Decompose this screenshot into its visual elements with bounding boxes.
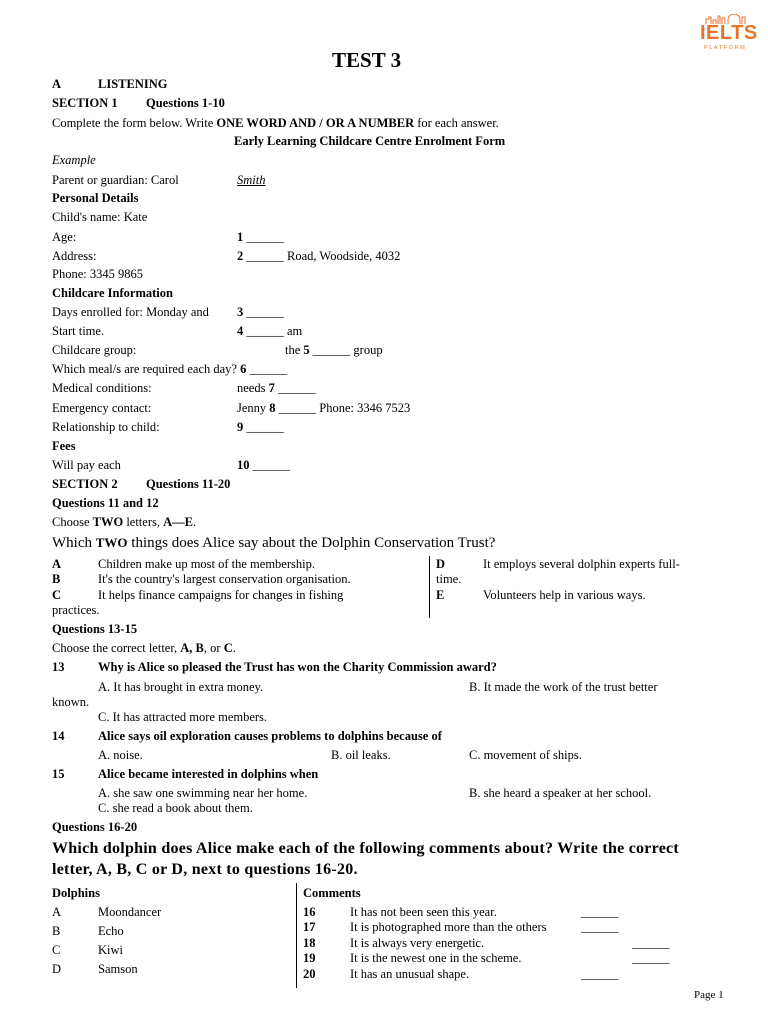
q13-option-b2: known. xyxy=(52,695,90,709)
choose-pre: Choose xyxy=(52,515,93,529)
q11-12-heading: Questions 11 and 12 xyxy=(52,496,159,510)
q3-num: 3 xyxy=(237,305,244,319)
q14-text: Alice says oil exploration causes problems to dolphins because of xyxy=(98,729,442,743)
q7-answer xyxy=(237,381,315,396)
option-d-text2: time. xyxy=(436,572,462,586)
comment-17-text: It is photographed more than the others xyxy=(350,920,547,934)
medical-pre: needs xyxy=(237,381,269,395)
page-number: Page 1 xyxy=(694,989,724,1001)
dolphin-d-name: Samson xyxy=(98,962,138,976)
q15-option-c: C. she read a book about them. xyxy=(98,801,253,815)
q10-blank: ______ xyxy=(252,458,291,472)
medical-label: Medical conditions: xyxy=(52,381,152,395)
q8-num: 8 xyxy=(269,401,276,415)
comment-18-text: It is always very energetic. xyxy=(350,936,485,950)
emergency-label: Emergency contact: xyxy=(52,401,152,415)
q13-num: 13 xyxy=(52,660,65,674)
choose-mid: letters, xyxy=(123,515,164,529)
parent-label: Parent or guardian: Carol xyxy=(52,173,179,187)
q2-num: 2 xyxy=(237,249,244,263)
option-a-text: Children make up most of the membership. xyxy=(98,557,315,571)
option-d-text: It employs several dolphin experts full- xyxy=(483,557,680,571)
option-d-letter: D xyxy=(436,557,446,571)
which-post: things does Alice say about the Dolphin Conservation Trust? xyxy=(127,535,496,551)
q4-num: 4 xyxy=(237,324,244,338)
logo-sub: PLATFORM xyxy=(704,45,747,51)
which-dolphin-line1: Which dolphin does Alice make each of the following comments about? Write the correct xyxy=(52,840,679,857)
q8-blank: ______ xyxy=(278,401,317,415)
option-e-letter: E xyxy=(436,588,445,602)
q10-answer xyxy=(237,458,290,473)
days-label: Days enrolled for: Monday and xyxy=(52,305,209,319)
comment-19-blank: ______ xyxy=(632,951,670,965)
q15-option-a: A. she saw one swimming near her home. xyxy=(98,786,308,800)
which-dolphin-line2: letter, A, B, C or D, next to questions 16-20. xyxy=(52,861,358,878)
q3-answer xyxy=(237,305,284,320)
instr-bold: ONE WORD AND / OR A NUMBER xyxy=(216,116,415,130)
comment-19-text: It is the newest one in the scheme. xyxy=(350,951,522,965)
dolphin-a-letter: A xyxy=(52,905,62,919)
page-title: TEST 3 xyxy=(332,48,402,72)
meals-row xyxy=(52,362,287,377)
dolphin-b-name: Echo xyxy=(98,924,124,938)
choose-two xyxy=(52,515,196,530)
example-label: Example xyxy=(52,153,96,167)
dolphin-c-letter: C xyxy=(52,943,61,957)
q14-option-a: A. noise. xyxy=(98,748,143,762)
q1-blank: ______ xyxy=(246,230,284,244)
q14-option-c: C. movement of ships. xyxy=(469,748,582,762)
address-label: Address: xyxy=(52,249,97,263)
dolphins-heading: Dolphins xyxy=(52,886,100,900)
dolphin-d-letter: D xyxy=(52,962,62,976)
dolphins-divider xyxy=(296,883,297,988)
option-c-letter: C xyxy=(52,588,62,602)
childs-name: Child's name: Kate xyxy=(52,210,148,224)
options-divider xyxy=(429,556,430,618)
parent-value: Smith xyxy=(237,173,266,187)
option-b-text: It's the country's largest conservation organisation. xyxy=(98,572,351,586)
comment-16-text: It has not been seen this year. xyxy=(350,905,497,919)
choose2-mid: , or xyxy=(203,641,224,655)
q13-option-a: A. It has brought in extra money. xyxy=(98,680,264,694)
choose2-pre: Choose the correct letter, xyxy=(52,641,181,655)
comment-16-blank: ______ xyxy=(581,905,619,919)
section2-questions: Questions 11-20 xyxy=(146,477,231,491)
which-bold: TWO xyxy=(95,535,128,550)
q5-num: 5 xyxy=(303,343,310,357)
choose-letters: A—E xyxy=(163,515,193,529)
q10-num: 10 xyxy=(237,458,250,472)
q13-15-heading: Questions 13-15 xyxy=(52,622,138,636)
start-post: am xyxy=(283,324,303,338)
address-post: Road, Woodside, 4032 xyxy=(283,249,401,263)
part-name: LISTENING xyxy=(98,77,168,91)
q4-blank: ______ xyxy=(246,324,284,338)
q1-num: 1 xyxy=(237,230,244,244)
q3-blank: ______ xyxy=(246,305,284,319)
q9-num: 9 xyxy=(237,420,244,434)
comment-18-blank: ______ xyxy=(632,936,670,950)
q7-blank: ______ xyxy=(277,381,316,395)
group-label: Childcare group: xyxy=(52,343,137,357)
dolphin-a-name: Moondancer xyxy=(98,905,162,919)
q15-num: 15 xyxy=(52,767,65,781)
comment-16-num: 16 xyxy=(303,905,316,919)
comment-20-num: 20 xyxy=(303,967,316,981)
logo-brand: IELTS xyxy=(700,22,758,44)
childcare-heading: Childcare Information xyxy=(52,286,173,300)
q2-answer xyxy=(237,249,400,264)
q13-option-b: B. It made the work of the trust better xyxy=(469,680,658,694)
comment-20-text: It has an unusual shape. xyxy=(350,967,470,981)
q13-text: Why is Alice so pleased the Trust has won the Charity Commission award? xyxy=(98,660,497,674)
choose2-bold: A, B xyxy=(180,641,204,655)
q13-option-c: C. It has attracted more members. xyxy=(98,710,268,724)
instr-post: for each answer. xyxy=(414,116,499,130)
q8-answer xyxy=(237,401,410,416)
choose-post: . xyxy=(192,515,197,529)
q14-option-b: B. oil leaks. xyxy=(331,748,391,762)
choose-bold: TWO xyxy=(92,515,124,529)
comment-20-blank: ______ xyxy=(581,967,619,981)
q4-answer xyxy=(237,324,302,339)
q9-answer xyxy=(237,420,284,435)
meals-label: Which meal/s are required each day? xyxy=(52,362,237,376)
comment-18-num: 18 xyxy=(303,936,316,950)
which-two-question xyxy=(52,535,495,552)
fees-heading: Fees xyxy=(52,439,76,453)
instr-pre: Complete the form below. Write xyxy=(52,116,217,130)
choose2-c: C xyxy=(223,641,233,655)
age-label: Age: xyxy=(52,230,77,244)
dolphin-b-letter: B xyxy=(52,924,61,938)
q16-20-heading: Questions 16-20 xyxy=(52,820,138,834)
section2-label: SECTION 2 xyxy=(52,477,118,491)
group-pre: the xyxy=(285,343,304,357)
start-label: Start time. xyxy=(52,324,105,338)
relationship-label: Relationship to child: xyxy=(52,420,160,434)
q15-text: Alice became interested in dolphins when xyxy=(98,767,319,781)
group-post: group xyxy=(350,343,383,357)
option-b-letter: B xyxy=(52,572,61,586)
comment-17-blank: ______ xyxy=(581,920,619,934)
section1-label: SECTION 1 xyxy=(52,96,118,110)
which-pre: Which xyxy=(52,535,96,551)
choose-correct xyxy=(52,641,236,656)
comments-heading: Comments xyxy=(303,886,361,900)
option-c-text: It helps finance campaigns for changes in fishing xyxy=(98,588,344,602)
q2-blank: ______ xyxy=(246,249,284,263)
pay-label: Will pay each xyxy=(52,458,121,472)
ielts-platform-logo xyxy=(700,14,758,54)
q6-num: 6 xyxy=(240,362,247,376)
part-letter: A xyxy=(52,77,62,91)
phone: Phone: 3345 9865 xyxy=(52,267,143,281)
comment-17-num: 17 xyxy=(303,920,316,934)
q1-answer xyxy=(237,230,284,245)
form-title: Early Learning Childcare Centre Enrolment Form xyxy=(234,134,506,148)
personal-heading: Personal Details xyxy=(52,191,139,205)
option-a-letter: A xyxy=(52,557,62,571)
q5-blank: ______ xyxy=(312,343,351,357)
option-c-text2: practices. xyxy=(52,603,100,617)
emergency-post: Phone: 3346 7523 xyxy=(316,401,411,415)
section1-instructions xyxy=(52,116,499,131)
option-e-text: Volunteers help in various ways. xyxy=(483,588,646,602)
comment-19-num: 19 xyxy=(303,951,316,965)
emergency-pre: Jenny xyxy=(237,401,270,415)
dolphin-c-name: Kiwi xyxy=(98,943,123,957)
choose2-post: . xyxy=(232,641,236,655)
q9-blank: ______ xyxy=(246,420,284,434)
q7-num: 7 xyxy=(268,381,275,395)
q14-num: 14 xyxy=(52,729,65,743)
q5-answer xyxy=(285,343,383,358)
section1-questions: Questions 1-10 xyxy=(146,96,225,110)
q6-blank: ______ xyxy=(249,362,287,376)
q15-option-b: B. she heard a speaker at her school. xyxy=(469,786,652,800)
